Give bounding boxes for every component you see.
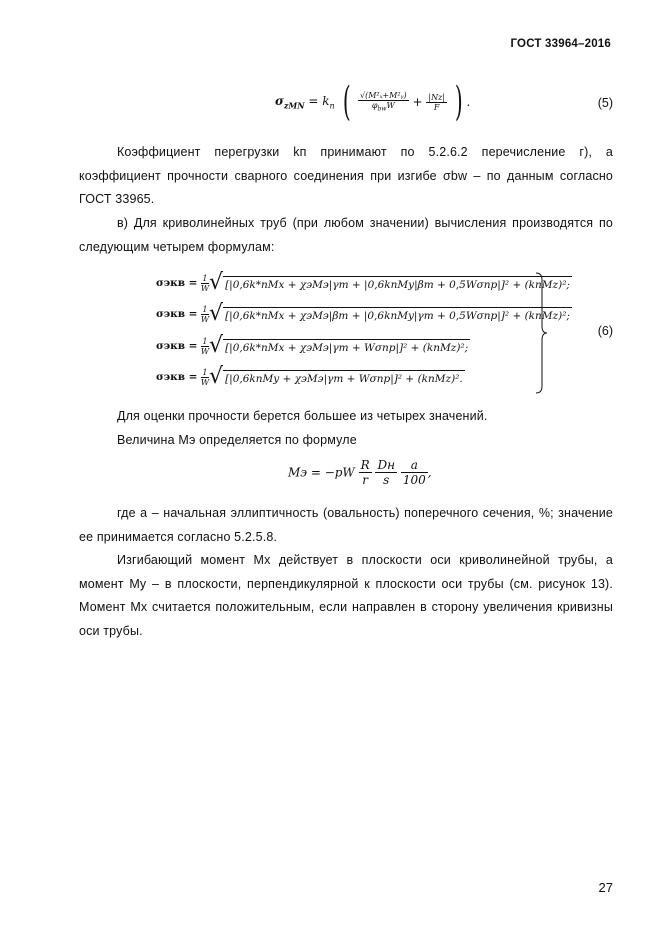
eq5-lhs-sub: zMN bbox=[283, 100, 305, 111]
sqrt-icon: √ bbox=[209, 270, 224, 295]
eq7-tail: , bbox=[427, 465, 432, 480]
equation-5-number: (5) bbox=[597, 96, 613, 110]
eq5-den1-tail: W bbox=[386, 101, 395, 111]
sqrt-icon: √ bbox=[209, 364, 224, 389]
paragraph-overload-coefficient: Коэффициент перегрузки kп принимают по 5.2.6.2 перечисление г), а коэффициент прочности сварного соединения при изгибе σbw – по данным согласно ГОСТ 33965. bbox=[79, 145, 613, 206]
eq6-row-4 bbox=[156, 366, 465, 396]
page-number: 27 bbox=[598, 880, 613, 895]
eq5-lhs: σ bbox=[275, 93, 284, 108]
eq7-f2-den: s bbox=[383, 473, 390, 487]
right-paren: ) bbox=[454, 79, 463, 125]
paragraph-me-formula-intro: Величина Мэ определяется по формуле bbox=[117, 433, 357, 447]
paragraph-max-value: Для оценки прочности берется большее из четырех значений. bbox=[117, 409, 488, 423]
equation-5: $\sigma_{zMN} = k_п$ ( $\frac{\text{√(M²ₓ+M²ᵧ)}}{\varphi_{bw}W}$ + $\frac{|Nz|}{F}$ ) . bbox=[275, 79, 471, 125]
eq7-f1-den: r bbox=[362, 473, 368, 487]
eq6-row-2-frac-num: 1 bbox=[202, 304, 208, 314]
eq5-num1: √(M²ₓ+M²ᵧ) bbox=[359, 91, 407, 101]
eq6-row-1 bbox=[156, 272, 572, 302]
paragraph-curved-pipes: в) Для криволинейных труб (при любом значении) вычисления производятся по следующим четырем формулам: bbox=[79, 216, 613, 254]
eq5-fraction-1 bbox=[358, 91, 409, 113]
eq7-f3-num: a bbox=[401, 458, 428, 473]
left-paren: ( bbox=[342, 79, 351, 125]
eq6-row-2-body: [|0,6k*пMx + χэMэ|βm + |0,6kпMy|γm + 0,5Wσпр|]² + (kпMz)²; bbox=[223, 307, 572, 322]
eq6-row-4-lhs: σэкв = bbox=[156, 371, 198, 383]
eq6-row-1-frac-den: W bbox=[200, 283, 210, 293]
eq5-den2: F bbox=[433, 102, 440, 112]
eq6-row-3-body: [|0,6k*пMx + χэMэ|γm + Wσпр|]² + (kпMz)²; bbox=[223, 339, 470, 354]
eq6-row-3-frac-num: 1 bbox=[202, 336, 208, 346]
eq5-k-sub: п bbox=[329, 101, 335, 111]
equation-me bbox=[288, 458, 432, 494]
sqrt-icon: √ bbox=[209, 333, 224, 358]
eq5-plus: + bbox=[412, 95, 423, 109]
eq7-f1-num: R bbox=[360, 458, 370, 472]
eq5-fraction-2 bbox=[426, 93, 447, 112]
eq6-row-2-lhs: σэкв = bbox=[156, 308, 198, 320]
eq6-row-2-frac-den: W bbox=[200, 314, 210, 324]
eq7-lhs: Mэ = −pW bbox=[288, 465, 355, 480]
eq6-row-3 bbox=[156, 335, 470, 365]
eq6-row-4-frac-num: 1 bbox=[202, 367, 208, 377]
eq6-row-4-body: [|0,6kпMy + χэMэ|γm + Wσпр|]² + (kпMz)². bbox=[223, 370, 465, 385]
sqrt-icon: √ bbox=[209, 301, 224, 326]
eq6-row-3-frac-den: W bbox=[200, 346, 210, 356]
eq6-right-brace bbox=[534, 272, 548, 394]
eq6-row-1-frac-num: 1 bbox=[202, 273, 208, 283]
eq6-row-3-lhs: σэкв = bbox=[156, 340, 198, 352]
eq5-eq-k: = k bbox=[308, 93, 330, 108]
equation-6-number: (6) bbox=[597, 324, 613, 338]
eq7-f2-num: Dн bbox=[377, 458, 395, 472]
eq6-row-1-lhs: σэкв = bbox=[156, 277, 198, 289]
eq5-num2: |Nz| bbox=[428, 92, 445, 102]
document-code-header: ГОСТ 33964–2016 bbox=[510, 38, 611, 50]
paragraph-ellipticity: где a – начальная эллиптичность (овальность) поперечного сечения, %; значение ее принимается согласно 5.2.5.8. bbox=[79, 506, 613, 544]
paragraph-bending-moment: Изгибающий момент Mx действует в плоскости оси криволинейной трубы, а момент My – в плоскости, перпендикулярной к плоскости оси трубы (см. рисунок 13). Момент Mx считается положительным, если направлен в сторону увеличения кривизны оси трубы. bbox=[79, 553, 613, 638]
eq6-row-2 bbox=[156, 303, 572, 333]
eq6-row-1-body: [|0,6k*пMx + χэMэ|γm + |0,6kпMy|βm + 0,5Wσпр|]² + (kпMz)²; bbox=[223, 276, 572, 291]
eq7-f3-den: 100 bbox=[402, 473, 426, 487]
eq5-den1-sub: bw bbox=[377, 105, 387, 113]
eq5-den1: φ bbox=[371, 101, 378, 111]
eq6-row-4-frac-den: W bbox=[200, 377, 210, 387]
